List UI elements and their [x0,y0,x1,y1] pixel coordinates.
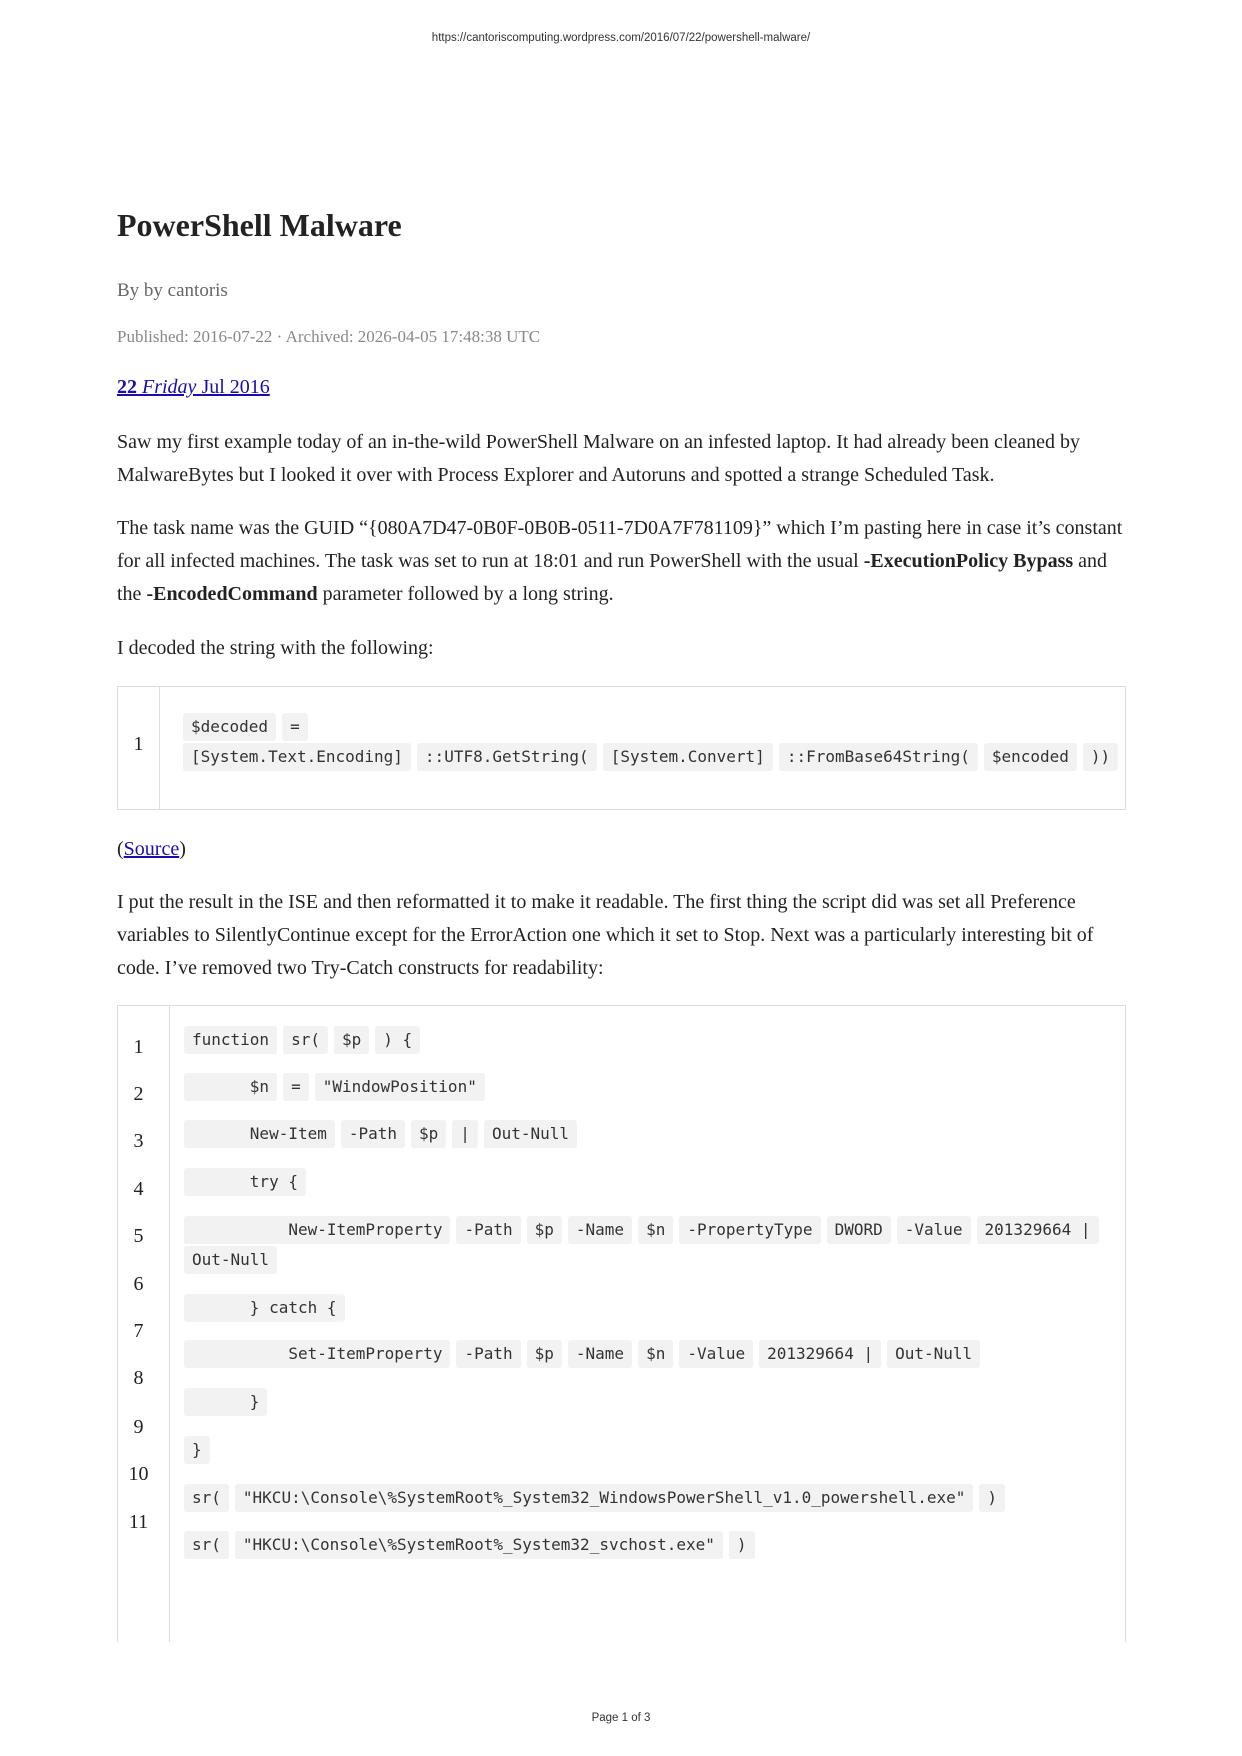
line-number: 11 [128,1511,149,1533]
code-line [184,1531,761,1559]
code-token: "HKCU:\Console\%SystemRoot%_System32_WindowsPowerShell_v1.0_powershell.exe" [235,1484,973,1512]
code-token: ) { [375,1026,420,1054]
task-text-3: parameter followed by a long string. [317,583,614,605]
line-number: 2 [133,1083,144,1105]
code-line [184,1340,986,1368]
code-token: [System.Convert] [603,743,773,771]
code-block-script [117,1005,1126,1642]
code-token: | [452,1120,478,1148]
paragraph-result: I put the result in the ISE and then reformatted it to make it readable. The first thing the script did was set all Preference variables to SilentlyContinue except for the ErrorAction one which it set to Stop. Next was a particularly interesting bit of code. I’ve removed two Try-Catch constructs for readability: [117,891,1094,979]
code-line [184,1168,312,1196]
code-token: } catch { [184,1294,345,1322]
paragraph-decoded: I decoded the string with the following: [117,637,434,659]
code-token: Out-Null [484,1120,577,1148]
code-token: ) [729,1531,755,1559]
code-token: $p [334,1026,369,1054]
code-token: } [184,1436,210,1464]
paragraph-source [117,833,1128,866]
code-token: function [184,1026,277,1054]
line-number: 4 [133,1178,144,1200]
code-token: sr( [184,1484,229,1512]
code-line [184,1388,273,1416]
code-token: -Path [456,1216,520,1244]
line-number: 9 [133,1416,144,1438]
code-token: $p [411,1120,446,1148]
date-day[interactable]: 22 [117,376,137,398]
code-token: -Path [456,1340,520,1368]
byline: By by cantoris [117,280,228,301]
code-token: -Name [568,1340,632,1368]
code-token: New-Item [184,1120,335,1148]
date-month-year[interactable]: Jul 2016 [201,376,270,398]
code-token: "WindowPosition" [315,1073,485,1101]
code-token: -PropertyType [679,1216,820,1244]
code-token: )) [1083,743,1118,771]
line-number: 10 [128,1463,149,1485]
code-token: [System.Text.Encoding] [183,743,411,771]
code-token: ::FromBase64String( [779,743,978,771]
article-title: PowerShell Malware [117,207,402,243]
code-line [184,1484,1011,1512]
task-text-2: and the [117,550,1108,605]
source-close: ) [179,838,186,860]
code-line [183,713,314,741]
code-token: $p [527,1340,562,1368]
line-number: 6 [133,1273,144,1295]
code-token: ::UTF8.GetString( [417,743,597,771]
code-token: 201329664 | [977,1216,1099,1244]
code-token: $decoded [183,713,276,741]
source-open: ( [117,838,124,860]
code-token: "HKCU:\Console\%SystemRoot%_System32_svchost.exe" [235,1531,723,1559]
code-token: $n [638,1340,673,1368]
line-number: 8 [133,1367,144,1389]
line-number-gutter [118,687,160,809]
code-token: -Path [341,1120,405,1148]
code-token: New-ItemProperty [184,1216,450,1244]
code-line [184,1120,583,1148]
code-line [184,1246,283,1274]
code-block-decode [117,686,1126,810]
line-number: 3 [133,1130,144,1152]
code-token: sr( [184,1531,229,1559]
code-line [184,1026,426,1054]
code-token: try { [184,1168,306,1196]
code-token: $p [527,1216,562,1244]
code-line [183,743,1124,771]
code-token: = [283,1073,309,1101]
line-number: 7 [133,1320,144,1342]
paragraph-task [117,512,1128,611]
code-token: sr( [283,1026,328,1054]
code-token: -Name [568,1216,632,1244]
source-link[interactable]: Source [123,838,180,860]
publish-info: Published: 2016-07-22 · Archived: 2026-04-05 17:48:38 UTC [117,327,541,346]
source-url: https://cantoriscomputing.wordpress.com/2016/07/22/powershell-malware/ [431,32,811,44]
code-line [184,1073,491,1101]
code-token: 201329664 | [759,1340,881,1368]
code-token: DWORD [827,1216,891,1244]
task-text-1: The task name was the GUID “{080A7D47-0B0F-0B0B-0511-7D0A7F781109}” which I’m pasting here in case it’s constant for all infected machines. The task was set to run at 18:01 and run PowerShell with the usual [117,517,1123,572]
code-token: Out-Null [184,1246,277,1274]
task-bold-2: -EncodedCommand [146,583,318,605]
page-number: Page 1 of 3 [591,1712,651,1724]
code-token: Out-Null [887,1340,980,1368]
line-number-gutter [118,1006,170,1642]
post-date-link[interactable] [117,376,270,399]
code-token: $encoded [984,743,1077,771]
code-token: -Value [679,1340,753,1368]
line-number: 1 [133,1036,144,1058]
code-line [184,1436,216,1464]
code-token: } [184,1388,267,1416]
line-number: 5 [133,1225,144,1247]
code-line [184,1216,1105,1244]
code-token: $n [638,1216,673,1244]
code-token: $n [184,1073,277,1101]
line-number: 1 [133,733,144,755]
date-weekday[interactable]: Friday [142,376,197,398]
paragraph-intro: Saw my first example today of an in-the-wild PowerShell Malware on an infested laptop. It had already been cleaned by MalwareBytes but I looked it over with Process Explorer and Autoruns and spotted a strange Scheduled Task. [117,431,1081,486]
task-bold-1: -ExecutionPolicy Bypass [863,550,1074,572]
code-token: -Value [897,1216,971,1244]
code-token: = [282,713,308,741]
code-token: Set-ItemProperty [184,1340,450,1368]
code-line [184,1294,351,1322]
code-token: ) [979,1484,1005,1512]
